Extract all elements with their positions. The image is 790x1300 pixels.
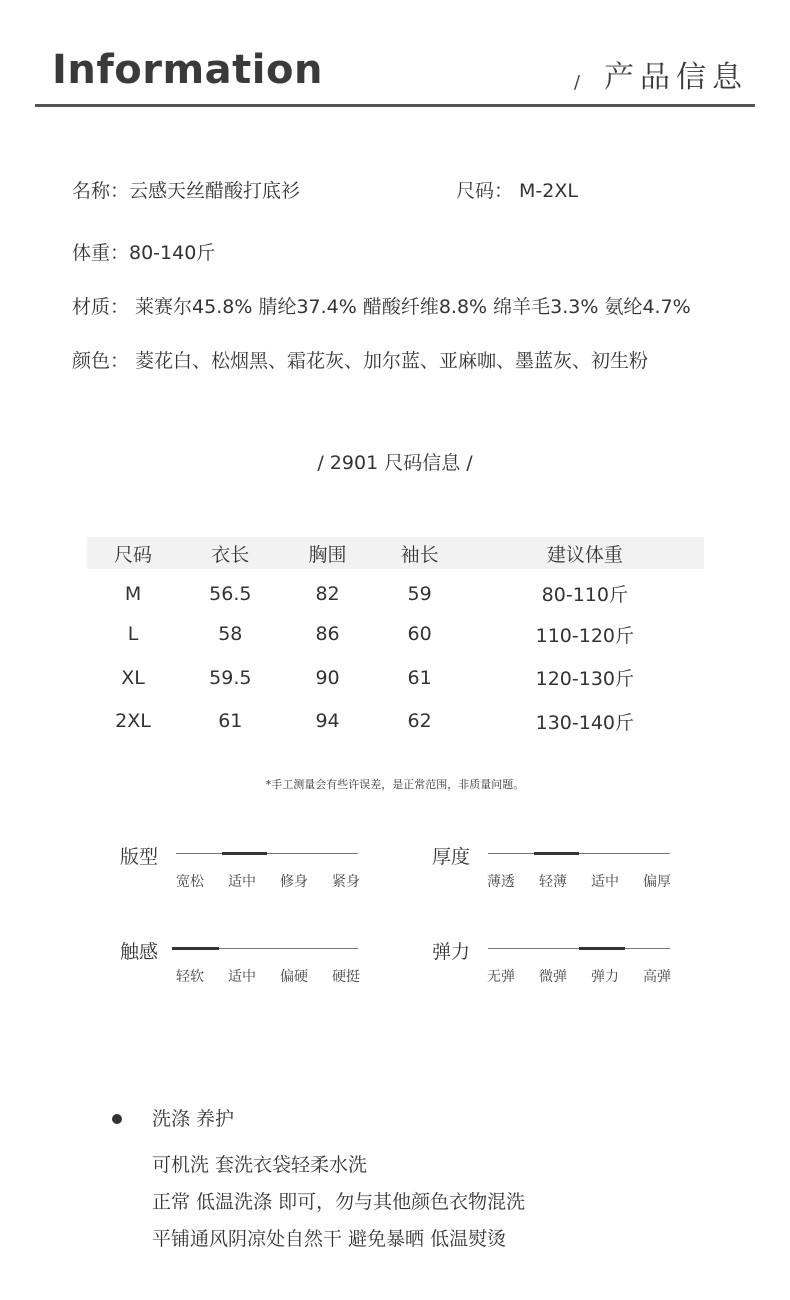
scale-option: 偏厚 [643, 874, 671, 890]
scale-option: 适中 [228, 969, 256, 985]
fit-scale-track [176, 853, 358, 854]
scale-option: 微弹 [539, 969, 567, 985]
scale-option: 紧身 [332, 874, 360, 890]
table-cell: M [124, 582, 142, 605]
fit-scale-label: 版型 [120, 846, 159, 868]
thickness-scale-label: 厚度 [432, 846, 471, 868]
care-title: 洗涤 养护 [152, 1108, 235, 1130]
info-weight: 体重：80-140斤 [72, 242, 216, 264]
table-cell: 110-120斤 [535, 624, 635, 647]
touch-scale-marker [172, 947, 219, 950]
table-cell: 80-110斤 [541, 584, 628, 607]
fit-scale-marker [222, 852, 268, 855]
scale-option: 适中 [591, 874, 619, 890]
header-cell: 胸围 [308, 543, 347, 566]
thickness-scale-options [475, 871, 683, 891]
title-english: Information [52, 47, 323, 93]
touch-scale-label: 触感 [120, 941, 159, 963]
header-cell: 衣长 [211, 543, 250, 566]
elasticity-scale-label: 弹力 [432, 941, 471, 963]
table-cell: 61 [218, 710, 243, 733]
size-table-header-row [87, 537, 704, 569]
table-row [87, 613, 704, 657]
size-chart-title: / 2901 尺码信息 / [317, 452, 473, 474]
table-cell: 59.5 [209, 666, 252, 689]
header-divider [35, 104, 755, 107]
bullet-icon [112, 1114, 122, 1124]
table-cell: 90 [315, 666, 340, 689]
scale-option: 修身 [280, 874, 308, 890]
scale-option: 轻软 [176, 969, 204, 985]
scale-option: 轻薄 [539, 874, 567, 890]
header-cell: 尺码 [114, 543, 153, 566]
table-cell: 58 [218, 623, 243, 646]
table-row [87, 569, 704, 613]
info-material: 材质： 莱赛尔45.8% 腈纶37.4% 醋酸纤维8.8% 绵羊毛3.3% 氨纶4.7% [72, 296, 691, 318]
info-size: 尺码： M-2XL [456, 180, 578, 202]
table-row [87, 656, 704, 700]
title-chinese: 产品信息 [604, 60, 748, 95]
table-cell: L [127, 623, 139, 646]
touch-scale-options [164, 966, 372, 986]
info-name: 名称：云感天丝醋酸打底衫 [72, 180, 301, 202]
header-cell: 袖长 [400, 543, 439, 566]
scale-option: 高弹 [643, 969, 671, 985]
table-cell: 120-130斤 [535, 668, 635, 691]
size-table [87, 537, 704, 743]
table-cell: 86 [315, 623, 340, 646]
table-cell: 61 [407, 666, 432, 689]
scale-option: 宽松 [176, 874, 204, 890]
header-cell: 建议体重 [546, 543, 623, 566]
thickness-scale-marker [534, 852, 580, 855]
care-line: 正常 低温洗涤 即可，勿与其他颜色衣物混洗 [152, 1191, 526, 1213]
scale-option: 无弹 [487, 969, 515, 985]
table-cell: 130-140斤 [535, 711, 635, 734]
care-line: 平铺通风阴凉处自然干 避免暴晒 低温熨烫 [152, 1228, 507, 1250]
table-cell: 2XL [115, 710, 151, 733]
scale-option: 薄透 [487, 874, 515, 890]
elasticity-scale-marker [579, 947, 625, 950]
table-row [87, 700, 704, 744]
elasticity-scale-options [475, 966, 683, 986]
title-slash: / [574, 72, 581, 93]
measurement-note: *手工测量会有些许误差，是正常范围，非质量问题。 [265, 778, 525, 791]
table-cell: 94 [315, 710, 340, 733]
table-cell: 62 [407, 710, 432, 733]
scale-option: 适中 [228, 874, 256, 890]
table-cell: 59 [407, 582, 432, 605]
scale-option: 偏硬 [280, 969, 308, 985]
table-cell: 56.5 [209, 582, 252, 605]
scale-option: 硬挺 [332, 969, 360, 985]
fit-scale-options [164, 871, 372, 891]
scale-option: 弹力 [591, 969, 619, 985]
table-cell: XL [121, 666, 145, 689]
care-line: 可机洗 套洗衣袋轻柔水洗 [152, 1154, 368, 1176]
info-color: 颜色： 菱花白、松烟黑、霜花灰、加尔蓝、亚麻咖、墨蓝灰、初生粉 [72, 350, 649, 372]
table-cell: 82 [315, 582, 340, 605]
table-cell: 60 [407, 623, 432, 646]
thickness-scale-track [488, 853, 670, 854]
